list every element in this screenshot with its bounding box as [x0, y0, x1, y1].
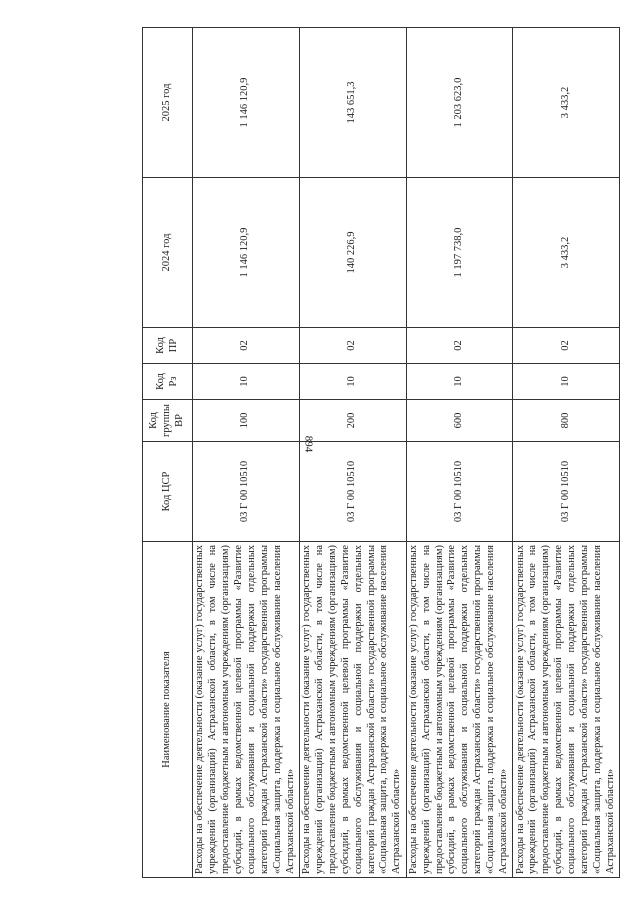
row-rz: 10	[406, 364, 513, 400]
row-2024: 140 226,9	[299, 178, 406, 328]
row-2024: 3 433,2	[513, 178, 620, 328]
header-rz: Код Рз	[143, 364, 193, 400]
row-pr: 02	[406, 328, 513, 364]
row-csr: 03 Г 00 10510	[513, 442, 620, 542]
table-header-row	[143, 28, 193, 878]
row-rz: 10	[513, 364, 620, 400]
header-pr: Код ПР	[143, 328, 193, 364]
row-pr: 02	[513, 328, 620, 364]
row-2025: 143 651,3	[299, 28, 406, 178]
page-number: 894	[302, 435, 315, 453]
row-2025: 3 433,2	[513, 28, 620, 178]
table-row	[193, 28, 300, 878]
row-csr: 03 Г 00 10510	[299, 442, 406, 542]
table-row	[513, 28, 620, 878]
header-2025: 2025 год	[143, 28, 193, 178]
row-name: Расходы на обеспечение деятельности (оказание услуг) государственных учреждений (организаций) Астраханской области, в том числе на предоставление бюджетным и автономным учреждениям (организациям) субсидий, в рамках ведомственной целевой программы «Развитие социального обслуживания и социальной поддержки отдельных категорий граждан Астраханской области» государственной программы «Социальная защита, поддержка и социальное обслуживание населения Астраханской области»	[406, 542, 513, 878]
table-row	[406, 28, 513, 878]
rotated-table-wrapper	[142, 28, 620, 878]
row-vr: 800	[513, 400, 620, 442]
row-pr: 02	[193, 328, 300, 364]
budget-table	[142, 27, 620, 878]
row-csr: 03 Г 00 10510	[406, 442, 513, 542]
table-row	[299, 28, 406, 878]
row-vr: 200	[299, 400, 406, 442]
header-csr: Код ЦСР	[143, 442, 193, 542]
header-name: Наименование показателя	[143, 542, 193, 878]
row-vr: 600	[406, 400, 513, 442]
header-2024: 2024 год	[143, 178, 193, 328]
row-pr: 02	[299, 328, 406, 364]
row-name: Расходы на обеспечение деятельности (оказание услуг) государственных учреждений (организаций) Астраханской области, в том числе на предоставление бюджетным и автономным учреждениям (организациям) субсидий, в рамках ведомственной целевой программы «Развитие социального обслуживания и социальной поддержки отдельных категорий граждан Астраханской области» государственной программы «Социальная защита, поддержка и социальное обслуживание населения Астраханской области»	[299, 542, 406, 878]
row-name: Расходы на обеспечение деятельности (оказание услуг) государственных учреждений (организаций) Астраханской области, в том числе на предоставление бюджетным и автономным учреждениям (организациям) субсидий, в рамках ведомственной целевой программы «Развитие социального обслуживания и социальной поддержки отдельных категорий граждан Астраханской области» государственной программы «Социальная защита, поддержка и социальное обслуживание населения Астраханской области»	[193, 542, 300, 878]
header-vr: Код группы ВР	[143, 400, 193, 442]
row-2024: 1 197 738,0	[406, 178, 513, 328]
row-2024: 1 146 120,9	[193, 178, 300, 328]
row-rz: 10	[193, 364, 300, 400]
row-2025: 1 146 120,9	[193, 28, 300, 178]
row-name: Расходы на обеспечение деятельности (оказание услуг) государственных учреждений (организаций) Астраханской области, в том числе на предоставление бюджетным и автономным учреждениям (организациям) субсидий, в рамках ведомственной целевой программы «Развитие социального обслуживания и социальной поддержки отдельных категорий граждан Астраханской области» государственной программы «Социальная защита, поддержка и социальное обслуживание населения Астраханской области»	[513, 542, 620, 878]
row-rz: 10	[299, 364, 406, 400]
row-2025: 1 203 623,0	[406, 28, 513, 178]
row-csr: 03 Г 00 10510	[193, 442, 300, 542]
row-vr: 100	[193, 400, 300, 442]
